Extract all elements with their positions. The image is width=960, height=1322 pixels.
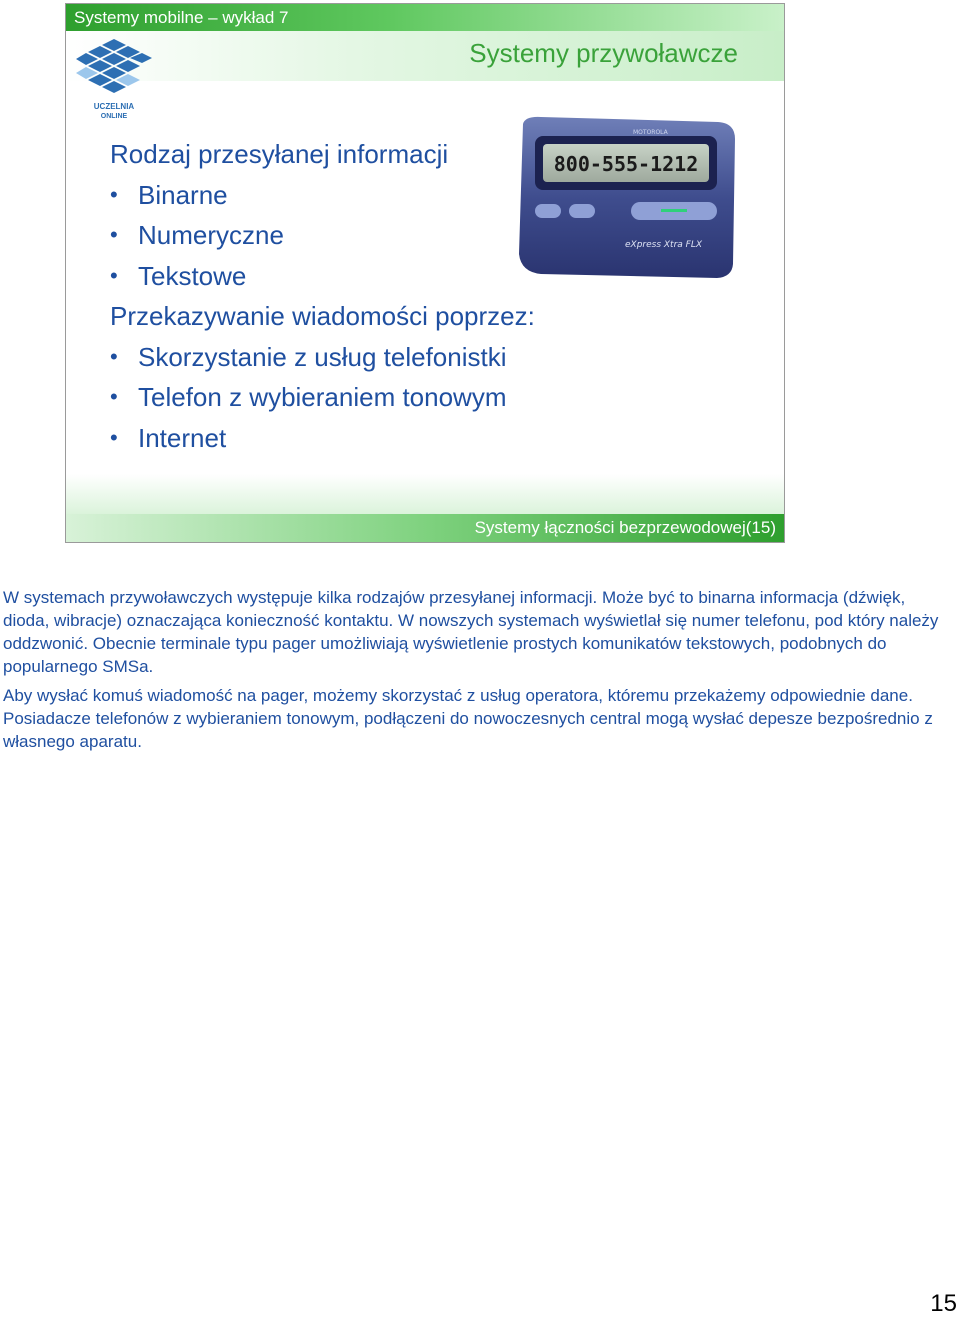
bullet-item: • Binarne [110, 175, 535, 216]
pager-brand-text: MOTOROLA [633, 129, 668, 136]
bullet-item: • Tekstowe [110, 256, 535, 297]
notes-paragraph: Aby wysłać komuś wiadomość na pager, możemy skorzystać z usług operatora, któremu przekażemy odpowiednie dane. Posiadacze telefonów z wybieraniem tonowym, podłączeni do nowoczesnych central mogą wysłać depesze bezpośrednio z własnego aparatu. [3, 686, 933, 751]
pager-model-text: eXpress Xtra FLX [625, 240, 703, 250]
slide-footer-text: Systemy łączności bezprzewodowej(15) [474, 518, 776, 537]
bullet-item: • Numeryczne [110, 215, 535, 256]
slide-content [110, 134, 535, 458]
pager-display-text: 800-555-1212 [553, 152, 699, 176]
slide-header-band [66, 4, 784, 31]
logo-text-online: ONLINE [100, 113, 128, 120]
footer-glow [66, 474, 784, 514]
bullet-item: • Telefon z wybieraniem tonowym [110, 377, 535, 418]
logo-grid-icon [74, 34, 154, 104]
slide-title: Systemy przywoławcze [469, 38, 738, 68]
content-line: Przekazywanie wiadomości poprzez: [110, 301, 535, 331]
slide-footer-band [66, 514, 784, 542]
lecture-notes [3, 586, 953, 753]
uczelnia-online-logo [74, 34, 154, 124]
content-line: Rodzaj przesyłanej informacji [110, 139, 449, 169]
bullet-item: • Internet [110, 418, 535, 459]
pager-image [513, 114, 743, 284]
bullet-item: • Skorzystanie z usług telefonistki [110, 337, 535, 378]
slide-header-text: Systemy mobilne – wykład 7 [74, 8, 289, 27]
page-number: 15 [930, 1290, 957, 1317]
notes-paragraph: W systemach przywoławczych występuje kilka rodzajów przesyłanej informacji. Może być to binarna informacja (dźwięk, dioda, wibracje) oznaczająca konieczność kontaktu. W nowszych systemach wyświetlał się numer telefonu, pod który należy oddzwonić. Obecnie terminale typu pager umożliwiają wyświetlenie prostych komunikatów tekstowych, podobnych do popularnego SMSa. [3, 588, 939, 676]
logo-text-uczelnia: UCZELNIA [93, 102, 135, 111]
slide [65, 3, 785, 543]
